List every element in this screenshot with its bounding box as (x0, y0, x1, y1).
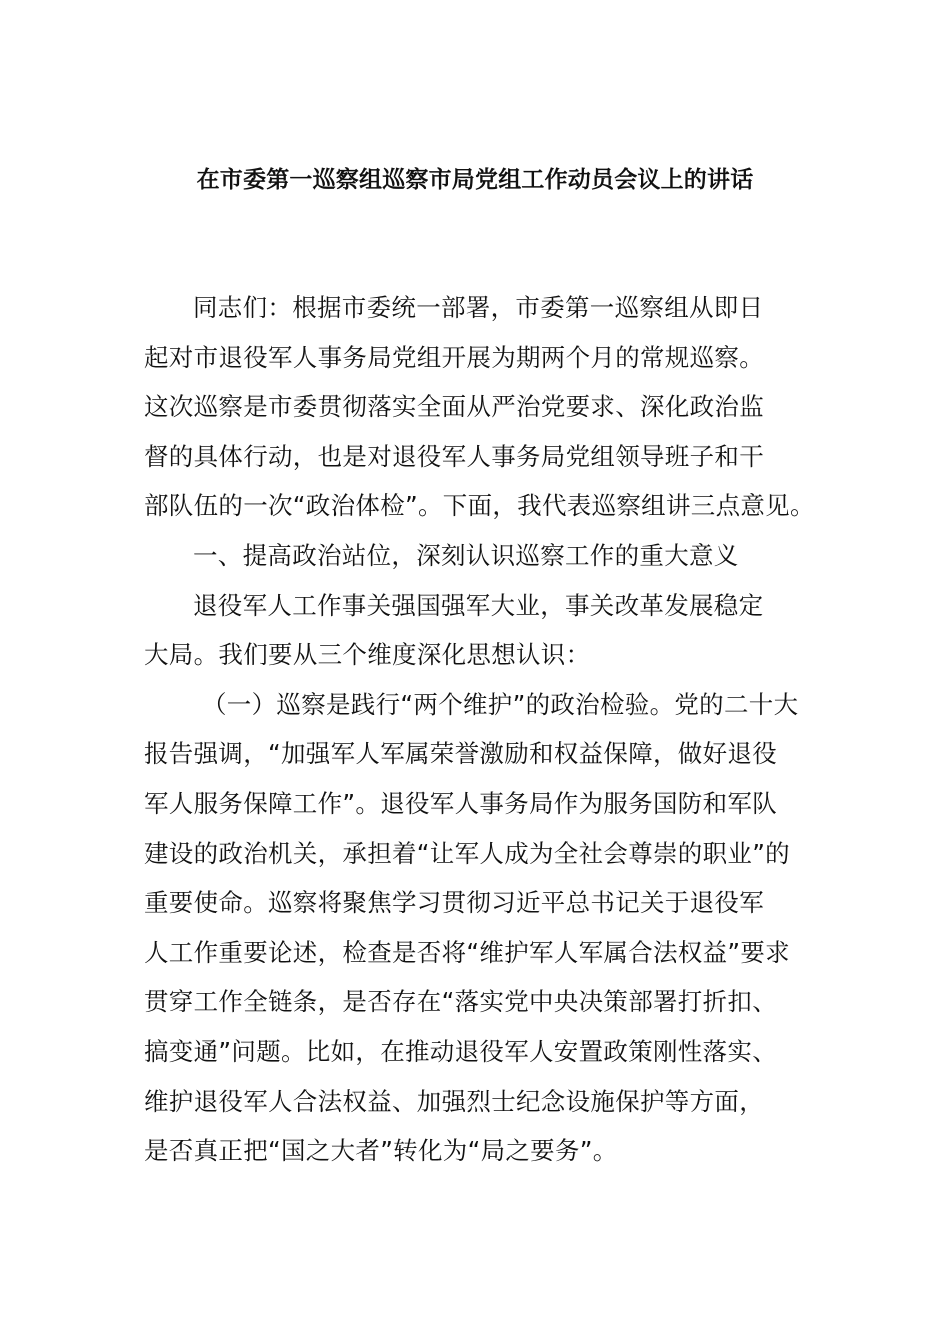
text-line: 部队伍的一次“政治体检”。下面，我代表巡察组讲三点意见。 (144, 491, 815, 521)
paragraph-context (144, 581, 812, 680)
text-line: 人工作重要论述，检查是否将“维护军人军属合法权益”要求 (144, 937, 790, 967)
text-line: 督的具体行动，也是对退役军人事务局党组领导班子和干 (144, 441, 764, 471)
paragraph-opening (144, 283, 815, 531)
text-line: 报告强调，“加强军人军属荣誉激励和权益保障，做好退役 (144, 739, 777, 769)
document-body (144, 283, 815, 1176)
text-line: 起对市退役军人事务局党组开展为期两个月的常规巡察。 (144, 342, 764, 372)
text-line: 维护退役军人合法权益、加强烈士纪念设施保护等方面， (144, 1086, 764, 1116)
text-line: 搞变通”问题。比如，在推动退役军人安置政策刚性落实、 (144, 1036, 777, 1066)
text-line: 贯穿工作全链条，是否存在“落实党中央决策部署打折扣、 (144, 987, 777, 1017)
text-line: （一）巡察是践行“两个维护”的政治检验。党的二十大 (202, 689, 799, 719)
section-heading-1 (144, 531, 812, 581)
text-line: 这次巡察是市委贯彻落实全面从严治党要求、深化政治监 (144, 392, 764, 422)
text-line: 重要使命。巡察将聚焦学习贯彻习近平总书记关于退役军 (144, 888, 764, 918)
document-title: 在市委第一巡察组巡察市局党组工作动员会议上的讲话 (196, 167, 754, 193)
text-line: 是否真正把“国之大者”转化为“局之要务”。 (144, 1136, 618, 1166)
text-line: 大局。我们要从三个维度深化思想认识： (144, 640, 591, 670)
text-line: 军人服务保障工作”。退役军人事务局作为服务国防和军队 (144, 788, 777, 818)
text-line: 同志们：根据市委统一部署，市委第一巡察组从即日 (193, 293, 764, 322)
text-line: 建设的政治机关，承担着“让军人成为全社会尊崇的职业”的 (144, 838, 790, 868)
paragraph-point-1 (144, 680, 812, 1176)
text-line: 退役军人工作事关强国强军大业，事关改革发展稳定 (193, 590, 764, 620)
section-heading-text: 一、提高政治站位，深刻认识巡察工作的重大意义 (193, 540, 739, 570)
